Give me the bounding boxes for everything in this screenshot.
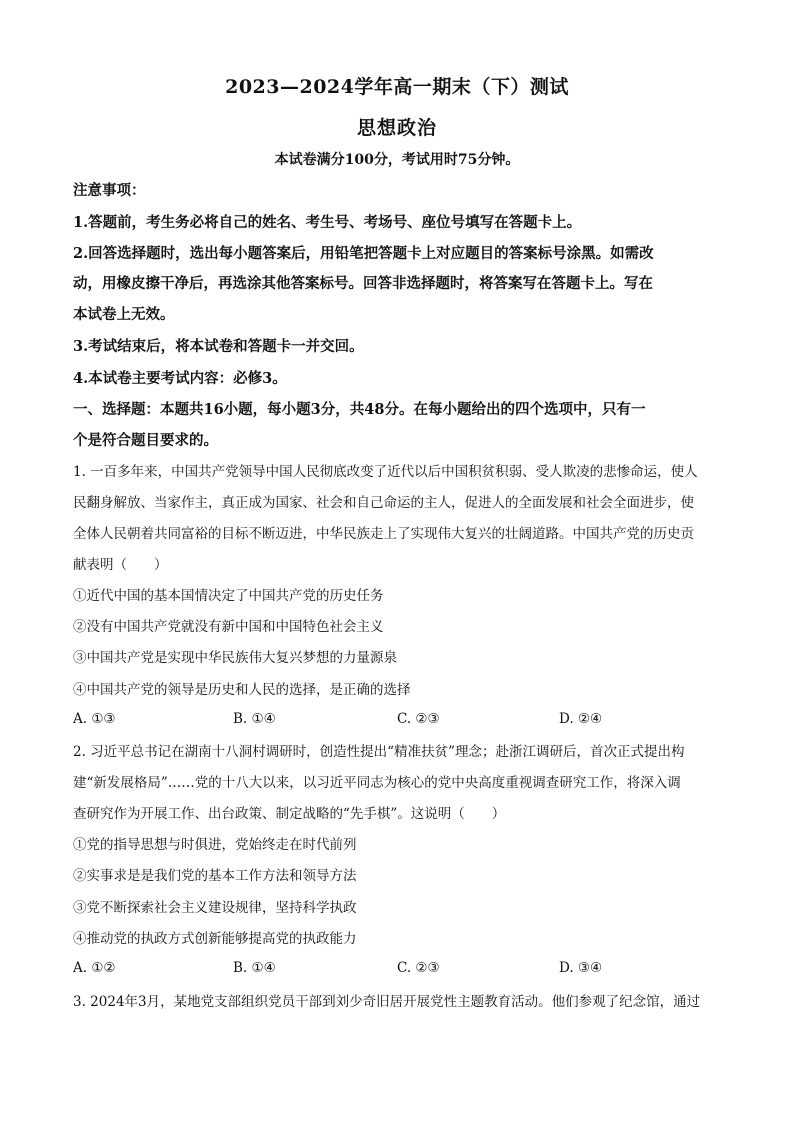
q1-option-b[interactable]: B. ①④ bbox=[233, 711, 276, 727]
q1-option-d[interactable]: D. ②④ bbox=[559, 711, 603, 727]
section-heading: 个是符合题目要求的。 bbox=[73, 432, 218, 449]
q2-stem-line: 查研究作为开展工作、出台政策、制定战略的“先手棋”。这说明（ ） bbox=[73, 806, 506, 822]
q1-statement: ①近代中国的基本国情决定了中国共产党的历史任务 bbox=[73, 588, 384, 604]
q1-statement: ③中国共产党是实现中华民族伟大复兴梦想的力量源泉 bbox=[73, 650, 397, 666]
note-line: 4.本试卷主要考试内容：必修3。 bbox=[73, 370, 287, 387]
subject-title: 思想政治 bbox=[356, 117, 437, 139]
q3-stem-line: 3. 2024年3月，某地党支部组织党员干部到刘少奇旧居开展党性主题教育活动。他们参观了纪念馆，通过 bbox=[73, 994, 701, 1010]
q2-options bbox=[73, 960, 723, 980]
q1-options bbox=[73, 711, 723, 731]
q1-stem-line: 民翻身解放、当家作主，真正成为国家、社会和自己命运的主人，促进人的全面发展和社会全面进步，使 bbox=[73, 495, 694, 511]
q1-statement: ②没有中国共产党就没有新中国和中国特色社会主义 bbox=[73, 619, 384, 635]
q1-stem-line: 1. 一百多年来，中国共产党领导中国人民彻底改变了近代以后中国积贫积弱、受人欺凌的悲惨命运，使人 bbox=[73, 464, 698, 480]
q2-stem-line: 建“新发展格局”……党的十八大以来，以习近平同志为核心的党中央高度重视调查研究工作，将深入调 bbox=[73, 775, 681, 791]
q1-stem-line: 献表明（ ） bbox=[73, 557, 168, 573]
note-line: 3.考试结束后，将本试卷和答题卡一并交回。 bbox=[73, 338, 364, 355]
q1-stem-line: 全体人民朝着共同富裕的目标不断迈进，中华民族走上了实现伟大复兴的壮阔道路。中国共产党的历史贡 bbox=[73, 526, 694, 542]
note-line: 1.答题前，考生务必将自己的姓名、考生号、考场号、座位号填写在答题卡上。 bbox=[73, 214, 582, 231]
note-line: 2.回答选择题时，选出每小题答案后，用铅笔把答题卡上对应题目的答案标号涂黑。如需改 bbox=[73, 245, 654, 262]
note-line: 本试卷上无效。 bbox=[73, 306, 175, 323]
exam-info: 本试卷满分100分，考试用时75分钟。 bbox=[274, 152, 520, 168]
q1-option-c[interactable]: C. ②③ bbox=[397, 711, 440, 727]
q1-option-a[interactable]: A. ①③ bbox=[73, 711, 116, 727]
exam-title: 2023—2024学年高一期末（下）测试 bbox=[225, 76, 569, 98]
q2-stem-line: 2. 习近平总书记在湖南十八洞村调研时，创造性提出“精准扶贫”理念；赴浙江调研后，首次正式提出构 bbox=[73, 744, 685, 760]
notes-heading: 注意事项： bbox=[73, 182, 146, 199]
q2-option-d[interactable]: D. ③④ bbox=[559, 960, 603, 976]
q2-statement: ④推动党的执政方式创新能够提高党的执政能力 bbox=[73, 931, 357, 947]
q2-option-b[interactable]: B. ①④ bbox=[233, 960, 276, 976]
q2-statement: ①党的指导思想与时俱进，党始终走在时代前列 bbox=[73, 837, 357, 853]
q2-option-a[interactable]: A. ①② bbox=[73, 960, 116, 976]
section-heading: 一、选择题：本题共16小题，每小题3分，共48分。在每小题给出的四个选项中，只有一 bbox=[73, 401, 646, 418]
q2-option-c[interactable]: C. ②③ bbox=[397, 960, 440, 976]
q1-statement: ④中国共产党的领导是历史和人民的选择，是正确的选择 bbox=[73, 682, 411, 698]
q2-statement: ②实事求是是我们党的基本工作方法和领导方法 bbox=[73, 868, 357, 884]
note-line: 动，用橡皮擦干净后，再选涂其他答案标号。回答非选择题时，将答案写在答题卡上。写在 bbox=[73, 275, 653, 292]
q2-statement: ③党不断探索社会主义建设规律，坚持科学执政 bbox=[73, 900, 357, 916]
